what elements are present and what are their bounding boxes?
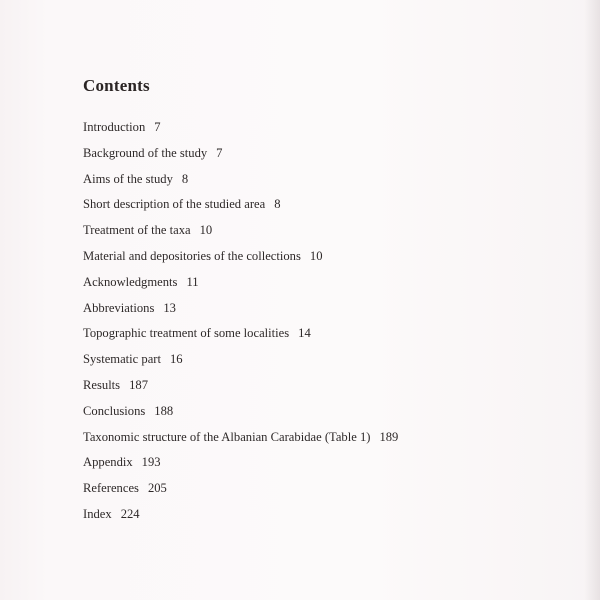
toc-entry-page: 10 [199, 223, 213, 238]
toc-entry [83, 427, 398, 453]
toc-entry [83, 349, 398, 375]
toc-entry [83, 220, 398, 246]
toc-entry [83, 478, 398, 504]
toc-entry-title: Conclusions [83, 403, 146, 418]
toc-entry [83, 323, 398, 349]
table-of-contents [83, 117, 398, 530]
toc-entry-title: Introduction [83, 120, 146, 134]
toc-entry-title: References [83, 481, 139, 496]
toc-entry-page: 8 [274, 197, 281, 212]
toc-entry-page: 187 [129, 377, 148, 392]
toc-entry [83, 504, 398, 530]
toc-entry-title: Abbreviations [83, 300, 155, 315]
toc-entry-page: 7 [216, 145, 223, 160]
toc-entry [83, 401, 398, 427]
toc-entry-title: Topographic treatment of some localities [83, 326, 290, 341]
toc-entry [83, 272, 398, 298]
toc-entry-page: 224 [120, 506, 140, 521]
toc-entry-page: 188 [154, 403, 174, 418]
toc-entry-title: Treatment of the taxa [83, 223, 191, 238]
page-edge-shadow [584, 0, 600, 600]
toc-entry-title: Acknowledgments [83, 274, 178, 289]
toc-entry-title: Appendix [83, 455, 133, 470]
toc-entry-page: 13 [163, 300, 176, 315]
toc-entry [83, 143, 398, 169]
toc-entry-page: 14 [298, 326, 311, 341]
toc-entry-page: 205 [147, 481, 167, 496]
toc-entry-page: 16 [170, 352, 183, 367]
toc-entry [83, 452, 398, 478]
toc-entry [83, 169, 398, 195]
toc-entry [83, 117, 398, 143]
toc-entry [83, 246, 398, 272]
toc-entry [83, 375, 398, 401]
toc-entry-page: 10 [309, 248, 323, 263]
toc-entry-page: 189 [379, 429, 399, 444]
toc-entry-title: Aims of the study [83, 171, 173, 186]
toc-entry [83, 194, 398, 220]
contents-heading: Contents [83, 76, 150, 95]
toc-entry-title: Background of the study [83, 145, 208, 160]
toc-entry-title: Systematic part [83, 352, 161, 367]
toc-entry-title: Index [83, 506, 112, 521]
toc-entry-page: 7 [154, 120, 161, 134]
toc-entry-page: 8 [181, 171, 189, 186]
toc-entry-page: 193 [141, 455, 161, 470]
toc-entry-title: Short description of the studied area [83, 197, 266, 212]
toc-entry-title: Taxonomic structure of the Albanian Carabidae (Table 1) [83, 429, 371, 444]
toc-entry-title: Material and depositories of the collections [83, 248, 301, 263]
toc-entry-page: 11 [186, 274, 199, 289]
toc-entry-title: Results [83, 377, 121, 392]
toc-entry [83, 298, 398, 324]
